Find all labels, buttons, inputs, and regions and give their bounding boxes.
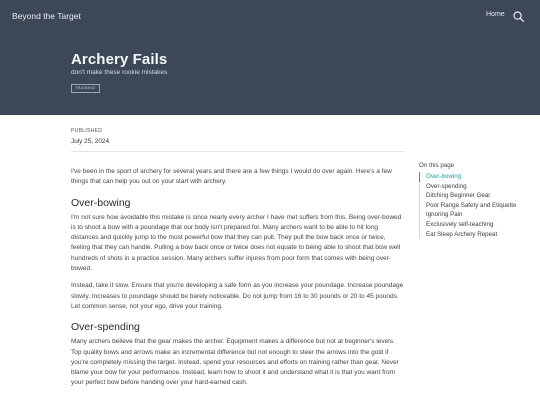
toc-item-poor-range-safety[interactable]: Poor Range Safety and Etiquette bbox=[419, 201, 519, 211]
toc-item-over-bowing[interactable]: Over-bowing bbox=[419, 172, 519, 182]
toc-title: On this page bbox=[419, 162, 455, 169]
published-label: PUBLISHED bbox=[71, 128, 103, 134]
site-title-link[interactable]: Beyond the Target bbox=[12, 11, 81, 21]
intro-paragraph: I've been in the sport of archery for several years and there are a few things I would do over again. Here's a few things that can help you out on your start with archery. bbox=[71, 168, 392, 186]
toc-item-ignoring-pain[interactable]: Ignoring Pain bbox=[419, 210, 519, 220]
published-date: July 25, 2024 bbox=[71, 138, 110, 145]
article-body bbox=[71, 167, 405, 389]
search-icon[interactable] bbox=[513, 11, 524, 22]
section-heading-over-bowing: Over-bowing bbox=[71, 196, 131, 209]
section-paragraph: Instead, take it slow. Ensure that you're developing a safe form as you increase your poundage. Increase poundage slowly. Increases to poundage should be barely noticeable. Do not jump from 16 to 30 pounds or 20 to 45 pounds. Let common sense, not your ego, drive your training. bbox=[71, 282, 404, 310]
page-subtitle: don't make these rookie mistakes bbox=[71, 69, 168, 76]
page-title: Archery Fails bbox=[71, 51, 168, 68]
tag-training[interactable]: TRAINING bbox=[71, 84, 100, 93]
section-paragraph: I'm not sure how avoidable this mistake is since nearly every archer I have met suffers from this. Being over-bowed is to shoot a bow with a poundage that our body isn't prepared for. Many archers want to be able to hit long distances and quickly jump to the most powerful bow that they can pull. They pull the bow back once or twice, feeling that they can handle. Pulling a bow back once or twice does not equate to being able to shoot that bow well hundreds of shots in a practice session. Many archers suffer injures from poor form that comes with being over-bowed. bbox=[71, 213, 402, 273]
divider bbox=[71, 151, 404, 152]
toc-item-eat-sleep-archery[interactable]: Eat Sleep Archery Repeat bbox=[419, 230, 519, 240]
nav-home-link[interactable]: Home bbox=[486, 11, 505, 18]
section-paragraph: Many archers believe that the gear makes the archer. Equipment makes a difference but not at beginner's levels. Top quality bows and arrows make an incremental difference but not enough to steer the arrows into the gold if you're completely missing the target. Instead, spend your resources and efforts on training rather than gear. Never blame your bow for your performance. Instead, learn how to shoot it and understand what it is that you want from your perfect bow before handing over your hard-earned cash. bbox=[71, 338, 399, 387]
toc-item-over-spending[interactable]: Over-spending bbox=[419, 182, 519, 192]
section-heading-over-spending: Over-spending bbox=[71, 321, 140, 334]
toc-item-self-teaching[interactable]: Exclusively self-teaching bbox=[419, 220, 519, 230]
site-header bbox=[0, 0, 540, 115]
toc-item-ditching-beginner-gear[interactable]: Ditching Beginner Gear bbox=[419, 191, 519, 201]
table-of-contents bbox=[419, 162, 519, 239]
